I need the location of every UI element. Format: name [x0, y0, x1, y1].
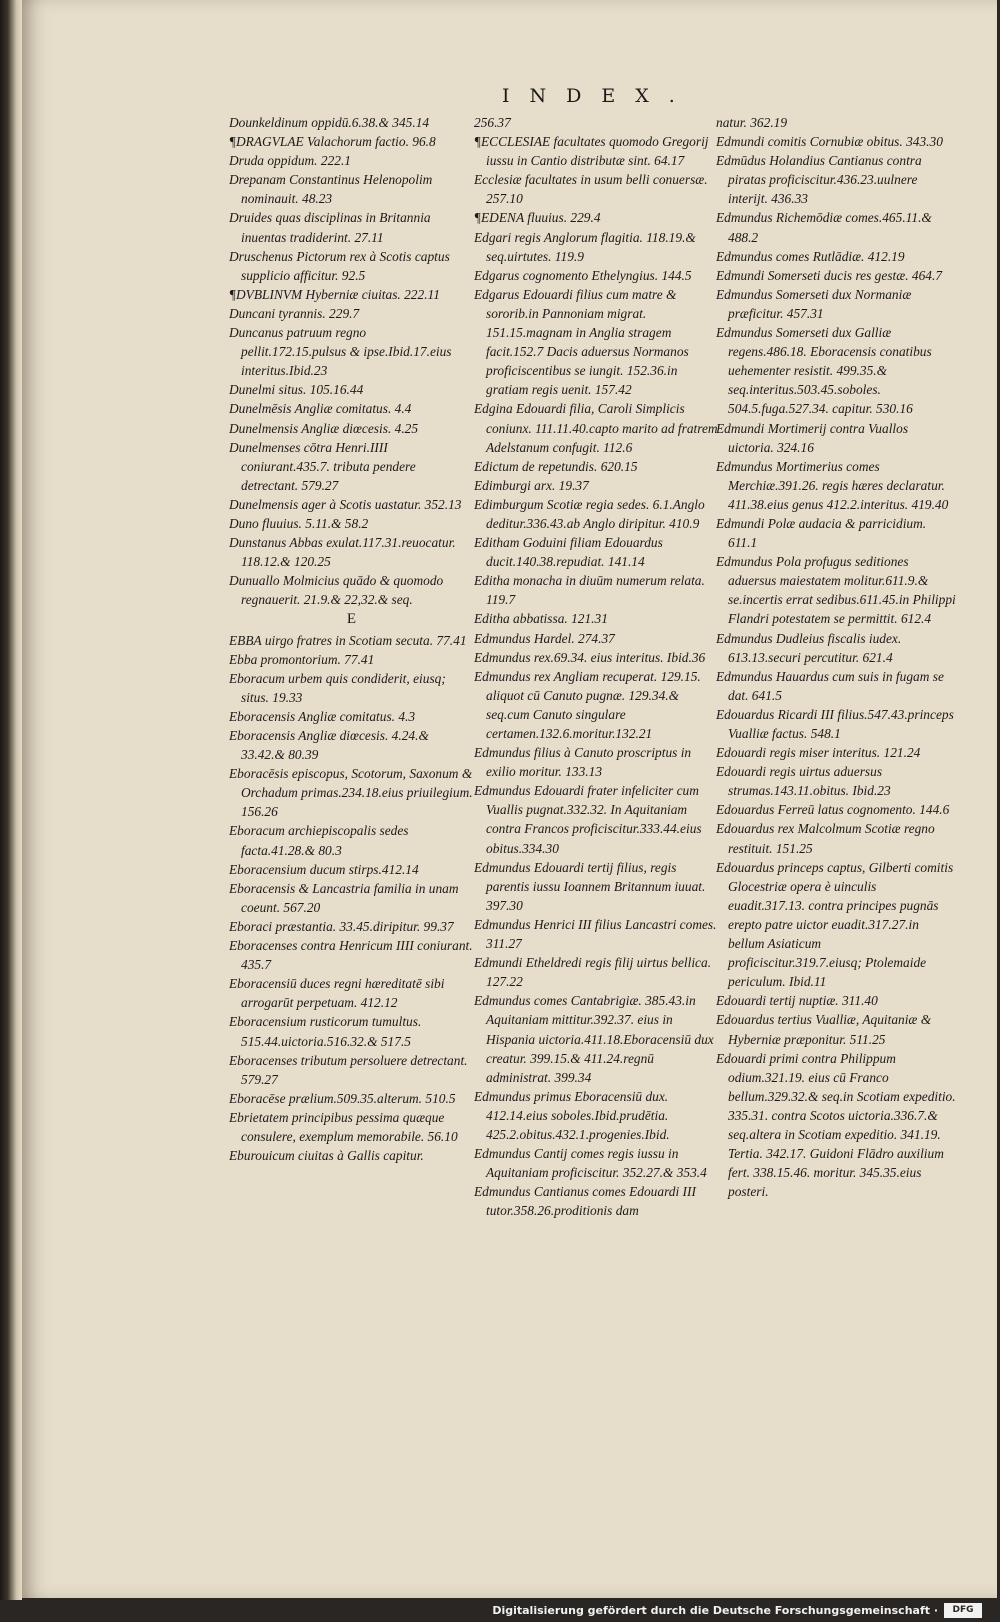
index-entry: ¶EDENA fluuius. 229.4 — [474, 210, 601, 226]
index-entry: Edmundus Dudleius fiscalis iudex. 613.13.securi percutitur. 621.4 — [716, 630, 902, 665]
index-entry: Editha abbatissa. 121.31 — [474, 611, 608, 627]
index-entry: Eboracensiū duces regni hæreditatē sibi arrogarūt perpetuam. 412.12 — [229, 976, 445, 1011]
index-column-2 — [474, 113, 719, 1393]
dfg-logo: DFG — [944, 1603, 982, 1618]
index-entry: Edmundus primus Eboracensiū dux. 412.14.eius soboles.Ibid.prudētia. 425.2.obitus.432.1.progenies.Ibid. — [474, 1088, 670, 1142]
index-entry: Dounkeldinum oppidū.6.38.& 345.14 — [229, 115, 430, 130]
index-entry: natur. 362.19 — [716, 115, 788, 130]
index-entry: Edmundus rex Angliam recuperat. 129.15. aliquot cū Canuto pugnæ. 129.34.& seq.cum Canuto singulare certamen.132.6.moritur.132.21 — [474, 668, 701, 741]
index-entry: Edouardus Ferreū latus cognomento. 144.6 — [716, 802, 950, 818]
index-entry: Edmundus filius à Canuto proscriptus in exilio moritur. 133.13 — [474, 745, 692, 780]
index-entry: Dunelmi situs. 105.16.44 — [229, 382, 364, 398]
index-entry: Dunelmenses cōtra Henri.IIII coniurant.435.7. tributa pendere detrectant. 579.27 — [229, 439, 416, 493]
index-entry: Drepanam Constantinus Helenopolim nominauit. 48.23 — [229, 172, 433, 207]
index-entry: Eboracenses contra Henricum IIII coniurant. 435.7 — [229, 938, 473, 973]
index-entry: Edmundus Cantij comes regis iussu in Aquitaniam proficiscitur. 352.27.& 353.4 — [474, 1146, 707, 1181]
index-entry: Duncani tyrannis. 229.7 — [229, 305, 360, 321]
index-entry: Edmundus Edouardi frater infeliciter cum Vuallis pugnat.332.32. In Aquitaniam contra Francos proficiscitur.333.44.eius obitus.334.30 — [474, 783, 702, 856]
index-entry: Dunelmensis ager à Scotis uastatur. 352.13 — [229, 496, 462, 512]
index-entry: ¶DRAGVLAE Valachorum factio. 96.8 — [229, 134, 436, 150]
index-entry: Edmundus comes Cantabrigiæ. 385.43.in Aquitaniam mittitur.392.37. eius in Hispania uictoria.411.18.Eboracensiū dux creatur. 399.15.& 411.24.regnū administrat. 399.34 — [474, 993, 714, 1085]
index-entry: Dunuallo Molmicius quādo & quomodo regnauerit. 21.9.& 22,32.& seq. — [229, 573, 444, 608]
index-entry: Eboracēsis episcopus, Scotorum, Saxonum & Orchadum primas.234.18.eius priuilegium. 156.26 — [229, 766, 473, 820]
index-entry: Edmundus rex.69.34. eius interitus. Ibid.36 — [474, 649, 706, 665]
index-entry: Edmundus Somerseti dux Galliæ regens.486.18. Eboracensis conatibus uehementer resistit. 499.35.& seq.interitus.503.45.soboles. 504.5.fuga.527.34. capitur. 530.16 — [716, 325, 932, 417]
index-entry: Edimburgum Scotiæ regia sedes. 6.1.Anglo deditur.336.43.ab Anglo diripitur. 410.9 — [474, 496, 705, 531]
index-entry: Dunstanus Abbas exulat.117.31.reuocatur. 118.12.& 120.25 — [229, 535, 456, 570]
index-entry: Druschenus Pictorum rex à Scotis captus supplicio afficitur. 92.5 — [229, 248, 450, 283]
index-entry: Edmundi Somerseti ducis res gestæ. 464.7 — [716, 267, 943, 283]
index-entry: Edmundus Mortimerius comes Merchiæ.391.26. regis hæres declaratur. 411.38.eius genus 412.2.interitus. 419.40 — [716, 458, 949, 512]
index-entry: Eburouicum ciuitas à Gallis capitur. — [229, 1148, 424, 1164]
index-entry: EBBA uirgo fratres in Scotiam secuta. 77.41 — [229, 632, 467, 648]
index-entry: Edouardi tertij nuptiæ. 311.40 — [716, 993, 878, 1009]
index-entry: Ebrietatem principibus pessima quæque consulere, exemplum memorabile. 56.10 — [229, 1109, 458, 1144]
index-entry: Edouardi regis uirtus aduersus strumas.143.11.obitus. Ibid.23 — [716, 764, 891, 799]
index-entry: Ecclesiæ facultates in usum belli conuersæ. 257.10 — [474, 172, 708, 207]
index-entry: Edmundi Mortimerij contra Vuallos uictoria. 324.16 — [716, 420, 909, 455]
index-entry: Eboracensis Angliæ comitatus. 4.3 — [229, 708, 416, 724]
index-entry: Edgina Edouardi filia, Caroli Simplicis coniunx. 111.11.40.capto marito ad fratrem Adelstanum confugit. 112.6 — [474, 401, 718, 455]
index-entry: Eboracum archiepiscopalis sedes facta.41.28.& 80.3 — [229, 823, 409, 858]
index-entry: 256.37 — [474, 115, 511, 130]
index-entry: Edgarus cognomento Ethelyngius. 144.5 — [474, 267, 692, 283]
index-entry: Edmundus Pola profugus seditiones aduersus maiestatem molitur.611.9.& se.incertis errat sedibus.611.45.in Philippi Flandri potestatem se permittit. 612.4 — [716, 554, 956, 627]
index-entry: Edmundus Hardel. 274.37 — [474, 630, 615, 646]
index-entry: Edgarus Edouardi filius cum matre & sororib.in Pannoniam migrat. 151.15.magnam in Anglia stragem facit.152.7 Dacis aduersus Normanos proficiscentibus se iungit. 152.36.in gratiam regis uenit. 157.42 — [474, 286, 689, 398]
index-entry: Editha monacha in diuūm numerum relata. 119.7 — [474, 573, 705, 608]
index-entry: Edimburgi arx. 19.37 — [474, 477, 589, 493]
index-entry: ¶ECCLESIAE facultates quomodo Gregorij iussu in Cantio distributæ sint. 64.17 — [474, 134, 709, 169]
index-entry: Edmundi Polæ audacia & parricidium. 611.1 — [716, 515, 927, 551]
index-entry: ¶DVBLINVM Hyberniæ ciuitas. 222.11 — [229, 286, 440, 302]
index-entry: Edmundus Edouardi tertij filius, regis parentis iussu Ioannem Britannum iuuat. 397.30 — [474, 859, 706, 913]
index-entry: Eboracēse prælium.509.35.alterum. 510.5 — [229, 1090, 456, 1106]
index-entry: Eboracenses tributum persoluere detrectant. 579.27 — [229, 1052, 468, 1087]
section-letter-heading: E — [346, 611, 357, 628]
index-entry: Edmundi comitis Cornubiæ obitus. 343.30 — [716, 134, 943, 150]
index-entry: Edmundus Henrici III filius Lancastri comes. 311.27 — [474, 916, 717, 952]
footer-credit-text: Digitalisierung gefördert durch die Deutsche Forschungsgemeinschaft · — [492, 1604, 938, 1617]
index-entry: Edouardus tertius Vualliæ, Aquitaniæ & Hyberniæ præponitur. 511.25 — [716, 1012, 932, 1047]
index-entry: Edgari regis Anglorum flagitia. 118.19.& seq.uirtutes. 119.9 — [474, 229, 696, 264]
index-entry: Ebba promontorium. 77.41 — [229, 651, 375, 667]
index-entry: Druides quas disciplinas in Britannia inuentas tradiderint. 27.11 — [229, 210, 431, 245]
index-entry: Druda oppidum. 222.1 — [229, 153, 352, 169]
book-binding-edge — [0, 0, 22, 1600]
index-entry: Eboracensium ducum stirps.412.14 — [229, 861, 419, 877]
index-entry: Eboraci præstantia. 33.45.diripitur. 99.37 — [229, 918, 454, 934]
index-entry: Edmūdus Holandius Cantianus contra piratas proficiscitur.436.23.uulnere interijt. 436.33 — [716, 153, 922, 207]
index-entry: Edmundus Cantianus comes Edouardi III tutor.358.26.proditionis dam — [474, 1184, 696, 1219]
index-column-1 — [229, 113, 474, 1393]
index-entry: Edouardi primi contra Philippum odium.321.19. eius cū Franco bellum.329.32.& seq.in Scotiam expeditio. 335.31. contra Scotos uictoria.336.7.& seq.altera in Scotiam expeditio. 341.19. Tertia. 342.17. Guidoni Flādro auxilium fert. 338.15.46. moritur. 345.35.eius posteri. — [716, 1050, 956, 1200]
index-column-3 — [716, 113, 956, 1393]
index-entry: Eboracum urbem quis condiderit, eiusq; situs. 19.33 — [229, 670, 446, 705]
index-entry: Edictum de repetundis. 620.15 — [474, 458, 638, 474]
index-entry: Edouardus princeps captus, Gilberti comitis Glocestriæ opera è uinculis euadit.317.13. contra principes pugnās erepto patre uictor euadit.317.27.in bellum Asiaticum proficiscitur.319.7.eiusq; Ptolemaide periculum. Ibid.11 — [716, 859, 954, 990]
index-entry: Edouardus rex Malcolmum Scotiæ regno restituit. 151.25 — [716, 821, 935, 856]
index-page — [22, 0, 997, 1598]
digitization-footer — [0, 1600, 1000, 1622]
index-entry: Edmundus Somerseti dux Normaniæ præficitur. 457.31 — [716, 286, 912, 321]
index-entry: Edmundus Hauardus cum suis in fugam se dat. 641.5 — [716, 668, 944, 703]
index-entry: Edmundus Richemōdiæ comes.465.11.& 488.2 — [716, 210, 932, 245]
index-entry: Eboracensium rusticorum tumultus. 515.44.uictoria.516.32.& 517.5 — [229, 1014, 422, 1049]
index-entry: Dunelmensis Angliæ diœcesis. 4.25 — [229, 420, 419, 436]
index-entry: Dunelmēsis Angliæ comitatus. 4.4 — [229, 401, 412, 417]
index-entry: Editham Goduini filiam Edouardus ducit.140.38.repudiat. 141.14 — [474, 535, 663, 570]
index-entry: Edouardus Ricardi III filius.547.43.princeps Vualliæ factus. 548.1 — [716, 706, 954, 741]
index-entry: Duncanus patruum regno pellit.172.15.pulsus & ipse.Ibid.17.eius interitus.Ibid.23 — [229, 325, 452, 379]
index-entry: Edmundus comes Rutlādiæ. 412.19 — [716, 248, 905, 264]
index-entry: Edmundi Etheldredi regis filij uirtus bellica. 127.22 — [474, 955, 712, 990]
page-header: INDEX. — [502, 85, 695, 107]
index-entry: Eboracensis & Lancastria familia in unam coeunt. 567.20 — [229, 880, 459, 915]
index-entry: Eboracensis Angliæ diœcesis. 4.24.& 33.42.& 80.39 — [229, 728, 429, 763]
index-entry: Edouardi regis miser interitus. 121.24 — [716, 745, 921, 761]
index-entry: Duno fluuius. 5.11.& 58.2 — [229, 515, 369, 531]
